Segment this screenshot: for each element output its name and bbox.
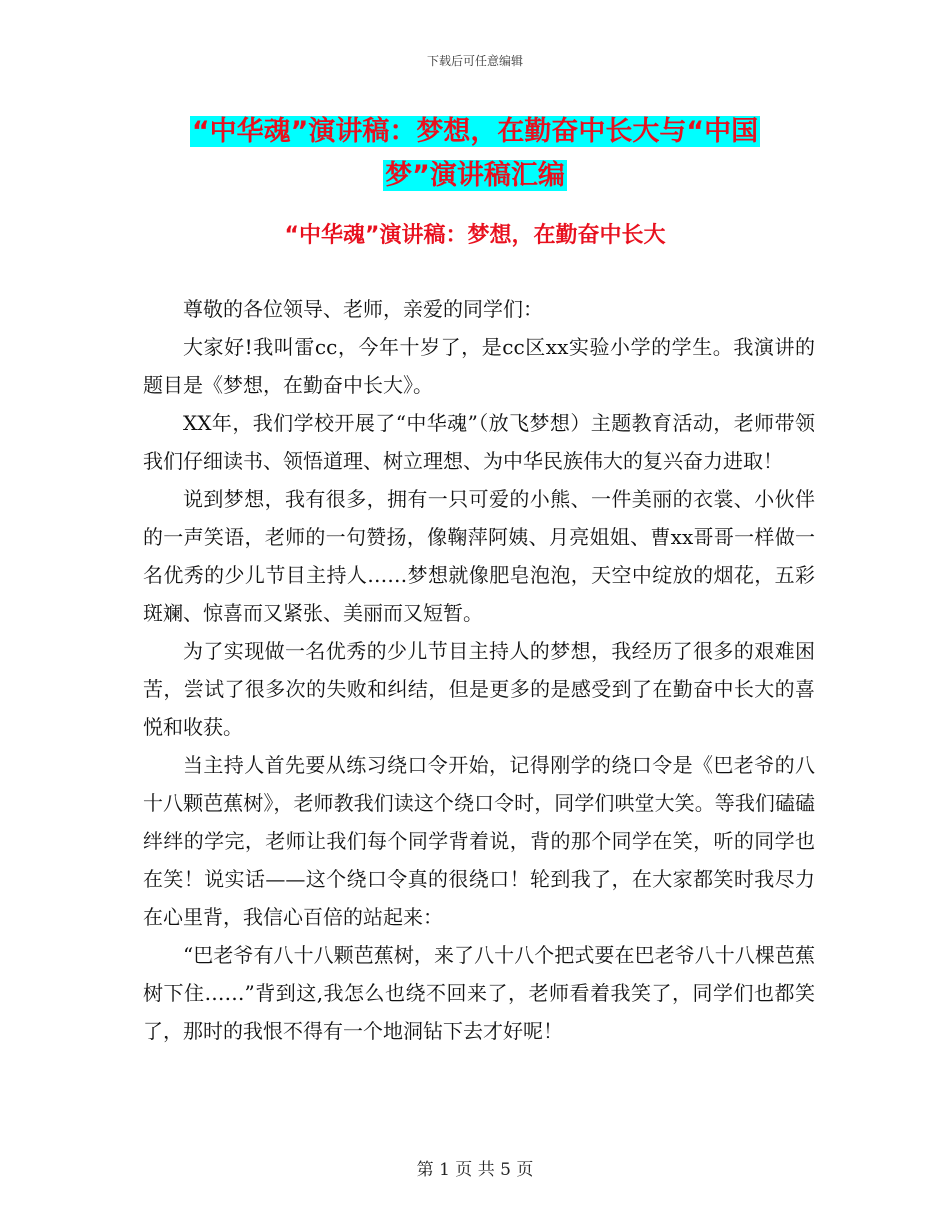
paragraph: 为了实现做一名优秀的少儿节目主持人的梦想，我经历了很多的艰难困苦，尝试了很多次的失败和纠结，但是更多的是感受到了在勤奋中长大的喜悦和收获。: [143, 639, 815, 739]
section-title: “中华魂”演讲稿：梦想，在勤奋中长大: [284, 223, 666, 248]
body-text: [143, 290, 815, 1050]
paragraph: 大家好!我叫雷cc，今年十岁了，是cc区xx实验小学的学生。我演讲的题目是《梦想，在勤奋中长大》。: [143, 335, 815, 397]
paragraph: XX年，我们学校开展了“中华魂”（放飞梦想）主题教育活动，老师带领我们仔细读书、领悟道理、树立理想、为中华民族伟大的复兴奋力进取！: [143, 411, 815, 473]
paragraph: “巴老爷有八十八颗芭蕉树，来了八十八个把式要在巴老爷八十八棵芭蕉树下住……”背到这,我怎么也绕不回来了，老师看着我笑了，同学们也都笑了，那时的我恨不得有一个地洞钻下去才好呢！: [143, 943, 815, 1043]
document-title-line-2: 梦”演讲稿汇编: [385, 160, 565, 191]
paragraph: 说到梦想，我有很多，拥有一只可爱的小熊、一件美丽的衣裳、小伙伴的一声笑语，老师的一句赞扬，像鞠萍阿姨、月亮姐姐、曹xx哥哥一样做一名优秀的少儿节目主持人……梦想就像肥皂泡泡，天空中绽放的烟花，五彩斑斓、惊喜而又紧张、美丽而又短暂。: [143, 487, 815, 625]
document-title: [0, 110, 950, 198]
header-note: 下载后可任意编辑: [426, 54, 523, 68]
paragraph: 当主持人首先要从练习绕口令开始，记得刚学的绕口令是《巴老爷的八十八颗芭蕉树》，老师教我们读这个绕口令时，同学们哄堂大笑。等我们磕磕绊绊的学完，老师让我们每个同学背着说，背的那个同学在笑，听的同学也在笑！说实话——这个绕口令真的很绕口！轮到我了，在大家都笑时我尽力在心里背，我信心百倍的站起来：: [143, 753, 815, 929]
paragraph: 尊敬的各位领导、老师，亲爱的同学们：: [183, 297, 543, 321]
document-title-line-1: “中华魂”演讲稿：梦想，在勤奋中长大与“中国: [191, 116, 759, 147]
page-number: 第 1 页 共 5 页: [416, 1160, 534, 1180]
